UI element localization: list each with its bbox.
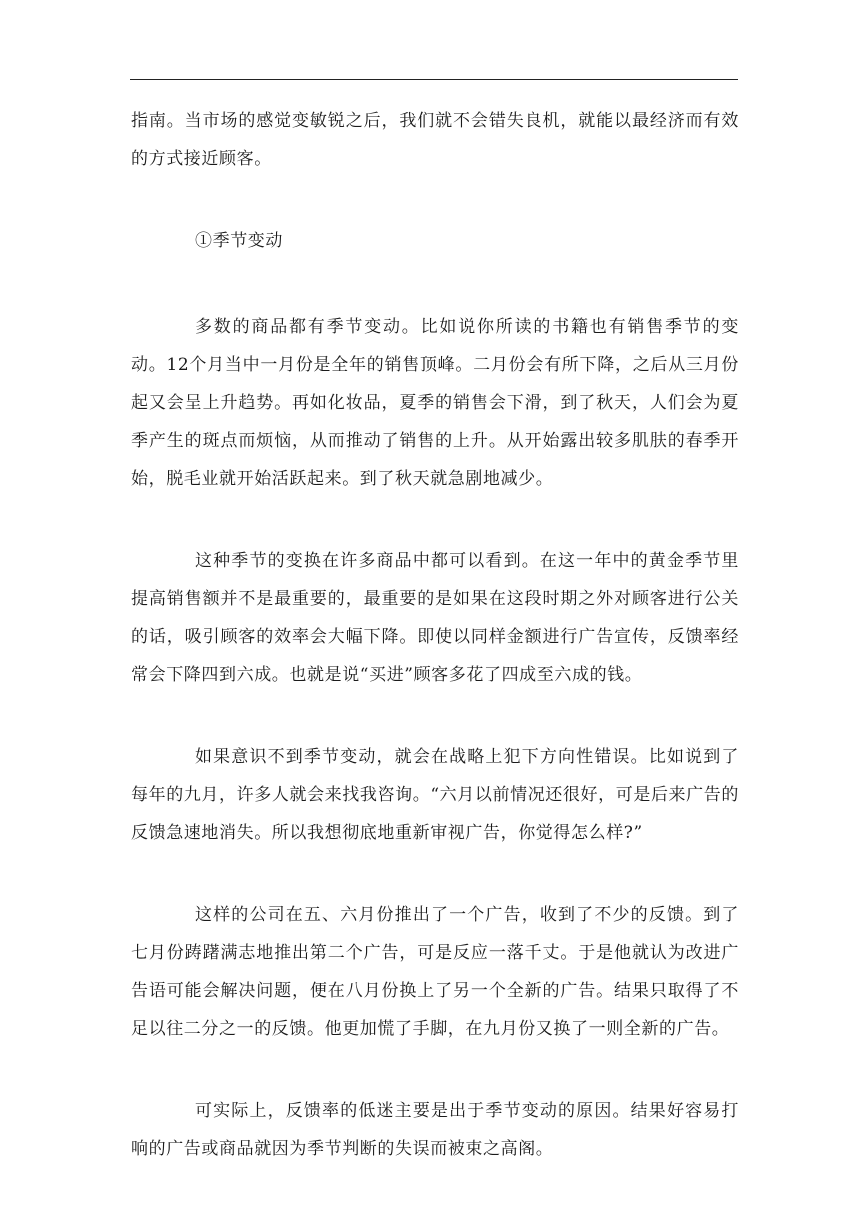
paragraph-golden-season: 这种季节的变换在许多商品中都可以看到。在这一年中的黄金季节里提高销售额并不是最重要的，最重要的是如果在这段时期之外对顾客进行公关的话，吸引顾客的效率会大幅下降。即使以同样金额进行广告宣传，反馈率经常会下降四到六成。也就是说“买进”顾客多花了四成至六成的钱。	[131, 551, 739, 685]
paragraph-continuation: 指南。当市场的感觉变敏锐之后，我们就不会错失良机，就能以最经济而有效的方式接近顾客。	[131, 111, 739, 169]
paragraph-strategic-error: 如果意识不到季节变动，就会在战略上犯下方向性错误。比如说到了每年的九月，许多人就会来找我咨询。“六月以前情况还很好，可是后来广告的反馈急速地消失。所以我想彻底地重新审视广告，你觉得怎么样?”	[131, 747, 739, 843]
paragraph-company-example: 这样的公司在五、六月份推出了一个广告，收到了不少的反馈。到了七月份踌躇满志地推出第二个广告，可是反应一落千丈。于是他就认为改进广告语可能会解决问题，便在八月份换上了另一个全新的广告。结果只取得了不足以往二分之一的反馈。他更加慌了手脚，在九月份又换了一则全新的广告。	[131, 905, 739, 1039]
document-body	[131, 102, 739, 1168]
paragraph-seasonal-products: 多数的商品都有季节变动。比如说你所读的书籍也有销售季节的变动。12个月当中一月份是全年的销售顶峰。二月份会有所下降，之后从三月份起又会呈上升趋势。再如化妆品，夏季的销售会下滑，到了秋天，人们会为夏季产生的斑点而烦恼，从而推动了销售的上升。从开始露出较多肌肤的春季开始，脱毛业就开始活跃起来。到了秋天就急剧地减少。	[131, 317, 739, 489]
section-heading-seasonal-change: ①季节变动	[195, 231, 283, 251]
header-rule	[130, 79, 738, 80]
paragraph-conclusion: 可实际上，反馈率的低迷主要是出于季节变动的原因。结果好容易打响的广告或商品就因为季节判断的失误而被束之高阁。	[131, 1101, 739, 1159]
